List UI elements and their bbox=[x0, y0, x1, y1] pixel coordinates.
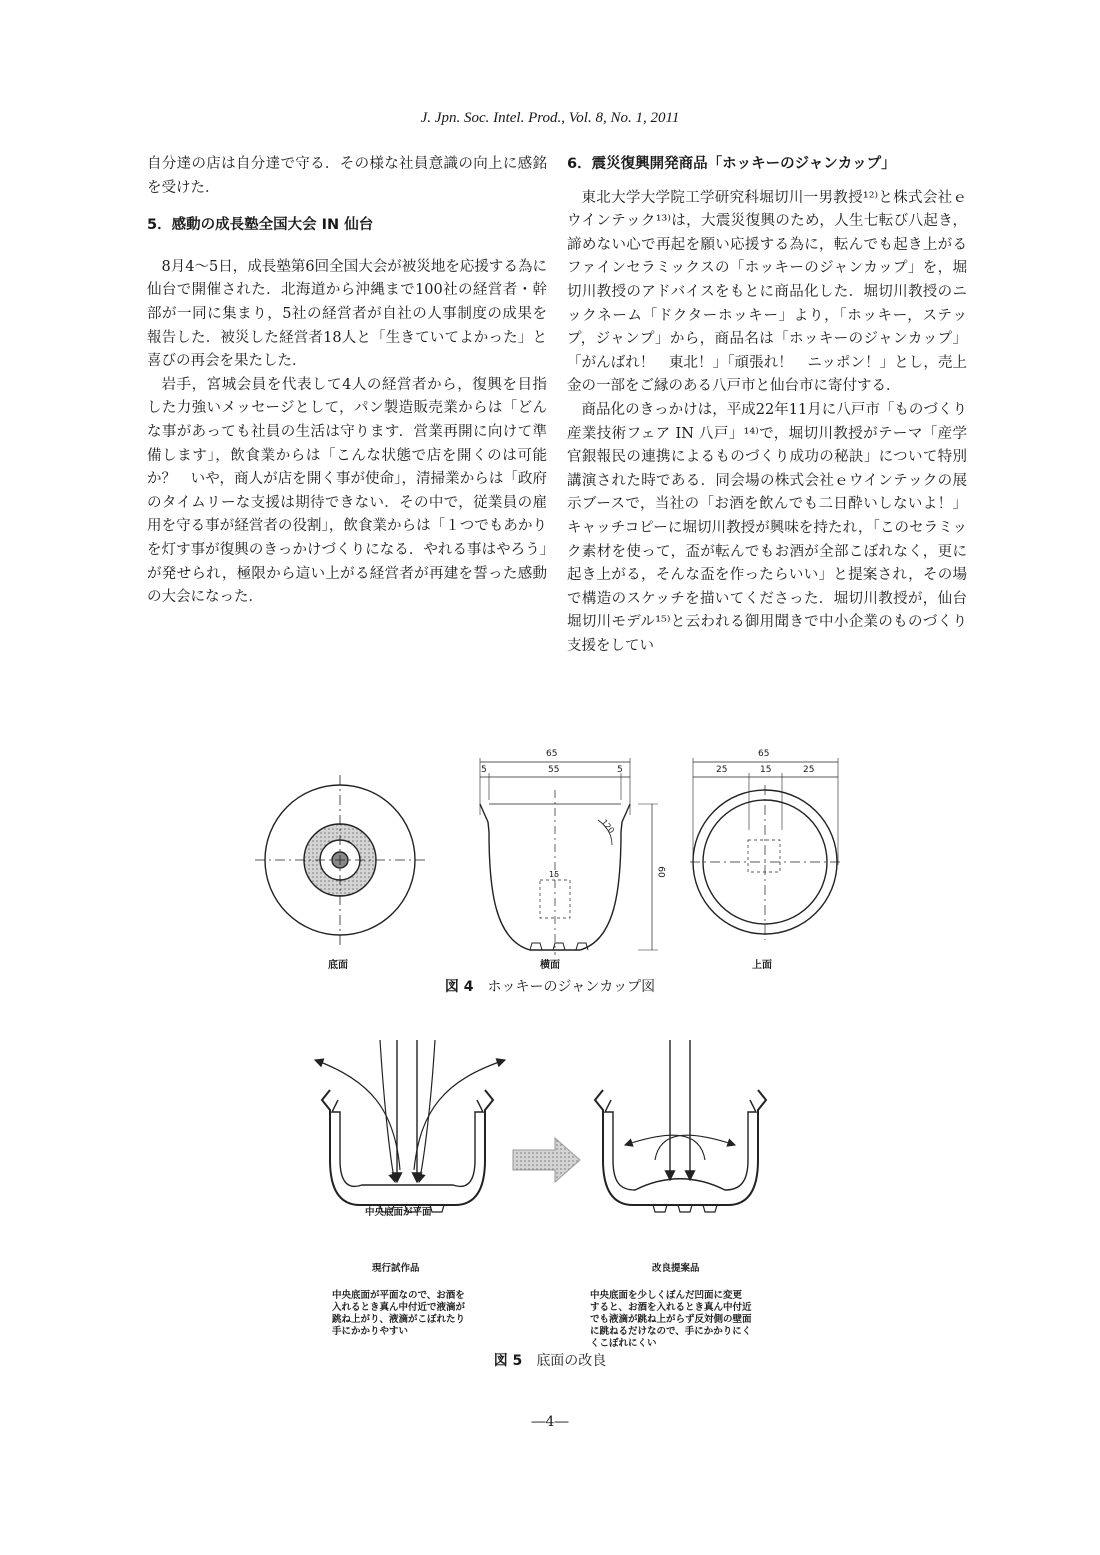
paragraph: 岩手，宮城会員を代表して4人の経営者から，復興を目指した力強いメッセージとして，パン製造販売業からは「どんな事があっても社員の生活は守ります．営業再開に向けて準備します」，飲食業からは「こんな状態で店を開くのは可能か？ いや，商人が店を開く事が使命」，清掃業からは「政府のタイムリーな支援は期待できない．その中で，従業員の雇用を守る事が経営者の役割」，飲食業からは「１つでもあかりを灯す事が復興のきっかけづくりになる．やれる事はやろう」が発せられ，極限から這い上がる経営者が再建を誓った感動の大会になった． bbox=[147, 376, 547, 606]
dim-label: 25 bbox=[716, 765, 728, 775]
dim-label: 15 bbox=[549, 870, 560, 879]
dim-label: 5 bbox=[617, 765, 623, 775]
flat-bottom-label: 中央底面が平面 bbox=[365, 1207, 432, 1218]
paragraph: 東北大学大学院工学研究科堀切川一男教授¹²⁾と株式会社ｅウインテック¹³⁾は，大震災復興のため，人生七転び八起き，諦めない心で再起を願い応援する為に，転んでも起き上がるファインセラミックスの「ホッキーのジャンカップ」を，堀切川教授のアドバイスをもとに商品化した．堀切川教授のニックネーム「ドクターホッキー」より，「ホッキー，ステップ，ジャンプ」から，商品名は「ホッキーのジャンカップ」「がんばれ！ 東北！」「頑張れ！ ニッポン！」とし，売上金の一部をご縁のある八戸市と仙台市に寄付する． bbox=[567, 189, 967, 395]
right-column bbox=[567, 153, 967, 658]
dim-label: 15 bbox=[760, 765, 772, 775]
figure-5-caption-text: 底面の改良 bbox=[536, 1353, 607, 1369]
dim-label: 25 bbox=[803, 765, 815, 775]
paragraph: 自分達の店は自分達で守る．その様な社員意識の向上に感銘を受けた． bbox=[147, 156, 547, 196]
side-view-drawing bbox=[480, 758, 658, 955]
view-label-top: 上面 bbox=[752, 960, 772, 971]
view-label-side: 横面 bbox=[540, 960, 560, 971]
figure-4-caption-text: ホッキーのジャンカップ図 bbox=[487, 979, 656, 995]
improved-cup-drawing bbox=[595, 1040, 766, 1212]
journal-header: J. Jpn. Soc. Intel. Prod., Vol. 8, No. 1, 2011 bbox=[420, 110, 680, 126]
page-number: ―4― bbox=[531, 1414, 569, 1430]
arrow-right-icon bbox=[513, 1138, 580, 1182]
dim-label: 120 bbox=[599, 817, 616, 836]
improved-proposal-title: 改良提案品 bbox=[652, 1263, 700, 1274]
dim-label: 55 bbox=[548, 765, 560, 775]
left-column bbox=[147, 153, 547, 610]
dim-label: 60 bbox=[655, 866, 666, 878]
figure-4-number: 図 4 bbox=[444, 979, 474, 995]
dim-label: 65 bbox=[758, 749, 770, 759]
dim-label: 65 bbox=[546, 749, 558, 759]
figure-4-caption bbox=[0, 976, 1100, 996]
current-cup-drawing bbox=[315, 1040, 505, 1212]
current-prototype-note: 中央底面が平面なので、お酒を 入れるとき真ん中付近で液滴が 跳ね上がり、液滴がこぼれたり 手にかかりやすい bbox=[332, 1290, 466, 1337]
improved-proposal-note: 中央底面を少しくぼんだ凹面に変更 すると、お酒を入れるとき真ん中付近 でも液滴が跳ね上がらず反対側の壁面 に跳ねるだけなので、手にかかりにく くこぼれにくい bbox=[590, 1290, 752, 1349]
section-6-heading: 6．震災復興開発商品「ホッキーのジャンカップ」 bbox=[567, 156, 896, 172]
bottom-view-drawing bbox=[255, 775, 425, 945]
figure-5-number: 図 5 bbox=[493, 1353, 523, 1369]
top-view-drawing bbox=[690, 758, 840, 940]
dim-label: 5 bbox=[481, 765, 487, 775]
section-5-heading: 5．感動の成長塾全国大会 IN 仙台 bbox=[147, 217, 374, 234]
view-label-bottom: 底面 bbox=[328, 960, 348, 971]
paragraph: 商品化のきっかけは，平成22年11月に八戸市「ものづくり産業技術フェア IN 八戸」¹⁴⁾で，堀切川教授がテーマ「産学官銀報民の連携によるものづくり成功の秘訣」について特別講演された時である．同会場の株式会社ｅウインテックの展示ブースで，当社の「お酒を飲んでも二日酔いしないよ！」キャッチコピーに堀切川教授が興味を持たれ，「このセラミック素材を使って，盃が転んでもお酒が全部こぼれなく，更に起き上がる，そんな盃を作ったらいい」と提案され，その場で構造のスケッチを描いてくださった．堀切川教授が，仙台堀切川モデル¹⁵⁾と云われる御用聞きで中小企業のものづくり支援をしてい bbox=[567, 401, 967, 654]
paragraph: 8月4～5日，成長塾第6回全国大会が被災地を応援する為に仙台で開催された．北海道から沖縄まで100社の経営者・幹部が一同に集まり，5社の経営者が自社の人事制度の成果を報告した．被災した経営者18人と「生きていてよかった」と喜びの再会を果たした． bbox=[147, 258, 547, 370]
figure-5-caption bbox=[0, 1350, 1100, 1370]
current-prototype-title: 現行試作品 bbox=[372, 1263, 420, 1274]
